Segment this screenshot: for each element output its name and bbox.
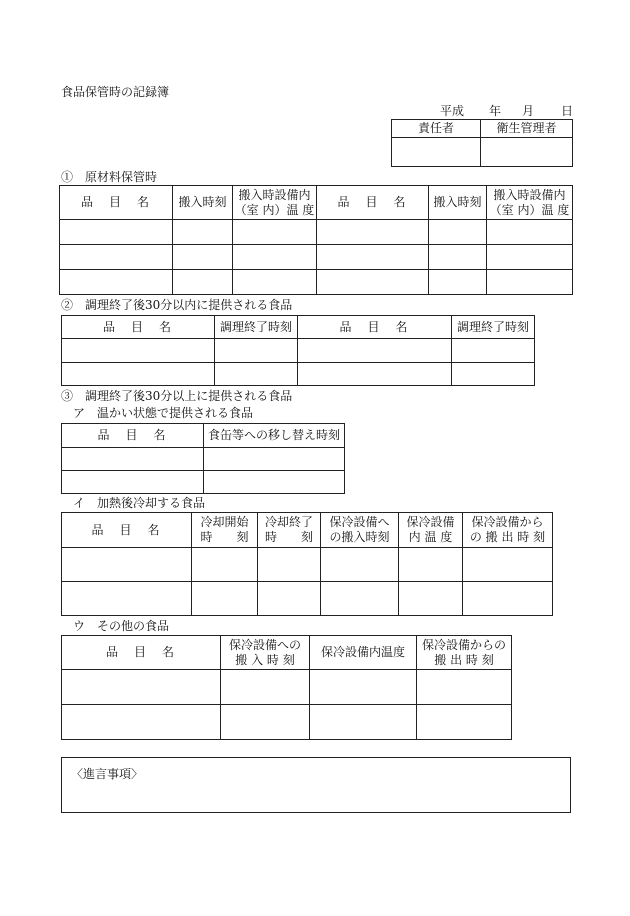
section1-title: ① 原材料保管時 — [61, 170, 158, 184]
section3a-table — [61, 423, 345, 494]
s3u-header-cold-storage-out-time: 保冷設備からの 搬 出 時 刻 — [417, 636, 512, 670]
date-year: 年 — [489, 104, 502, 118]
s3i-header-cooling-end: 冷却終了 時 刻 — [258, 513, 321, 548]
s3i-header-cold-storage-out-time: 保冷設備から の 搬 出 時 刻 — [463, 513, 553, 548]
section3u-title: ウ その他の食品 — [73, 619, 170, 633]
section3-title: ③ 調理終了後30分以上に提供される食品 — [61, 389, 293, 403]
signature-header-hygiene-manager: 衛生管理者 — [481, 120, 573, 138]
notes-label: 〈進言事項〉 — [71, 767, 144, 781]
table-row — [62, 670, 512, 705]
s3u-header-item-name: 品 目 名 — [62, 636, 221, 670]
table-row — [62, 339, 535, 363]
table-row — [62, 363, 535, 386]
s2-header-item-name-1: 品 目 名 — [62, 316, 215, 339]
s1-header-temperature-1: 搬入時設備内 （室 内）温 度 — [233, 186, 317, 220]
section2-table — [61, 315, 535, 386]
s3a-header-transfer-time: 食缶等への移し替え時刻 — [204, 424, 345, 448]
section3a-title: ア 温かい状態で提供される食品 — [73, 406, 254, 420]
date-month: 月 — [522, 104, 535, 118]
section2-title: ② 調理終了後30分以内に提供される食品 — [61, 298, 293, 312]
s3u-header-cold-storage-in-time: 保冷設備への 搬 入 時 刻 — [221, 636, 310, 670]
s3i-header-cooling-start: 冷却開始 時 刻 — [192, 513, 258, 548]
s3i-header-item-name: 品 目 名 — [62, 513, 192, 548]
notes-box[interactable] — [61, 757, 571, 813]
table-row — [60, 270, 573, 295]
s1-header-item-name-1: 品 目 名 — [60, 186, 173, 220]
signature-cell-responsible[interactable] — [392, 138, 481, 167]
s2-header-cook-end-time-2: 調理終了時刻 — [452, 316, 535, 339]
s2-header-cook-end-time-1: 調理終了時刻 — [215, 316, 298, 339]
section3i-title: イ 加熱後冷却する食品 — [73, 496, 206, 510]
section1-table — [59, 185, 573, 295]
signature-cell-hygiene-manager[interactable] — [481, 138, 573, 167]
section3u-table — [61, 635, 512, 740]
table-row — [60, 245, 573, 270]
table-row — [62, 471, 345, 494]
s3a-header-item-name: 品 目 名 — [62, 424, 204, 448]
s3i-header-cold-storage-in-time: 保冷設備へ の搬入時刻 — [321, 513, 399, 548]
s3i-header-cold-storage-temp: 保冷設備 内 温 度 — [399, 513, 463, 548]
table-row — [62, 705, 512, 740]
signature-table — [391, 119, 573, 167]
table-row — [62, 448, 345, 471]
s3u-header-cold-storage-temp: 保冷設備内温度 — [310, 636, 417, 670]
page-title: 食品保管時の記録簿 — [61, 85, 170, 99]
date-era: 平成 — [440, 104, 465, 118]
s1-header-temperature-2: 搬入時設備内 （室 内）温 度 — [487, 186, 573, 220]
table-row — [62, 582, 553, 616]
section3i-table — [61, 512, 553, 616]
signature-header-responsible: 責任者 — [392, 120, 481, 138]
s2-header-item-name-2: 品 目 名 — [298, 316, 452, 339]
table-row — [62, 548, 553, 582]
table-row — [60, 220, 573, 245]
s1-header-item-name-2: 品 目 名 — [317, 186, 429, 220]
s1-header-delivery-time-1: 搬入時刻 — [173, 186, 233, 220]
s1-header-delivery-time-2: 搬入時刻 — [429, 186, 487, 220]
date-day: 日 — [561, 104, 574, 118]
